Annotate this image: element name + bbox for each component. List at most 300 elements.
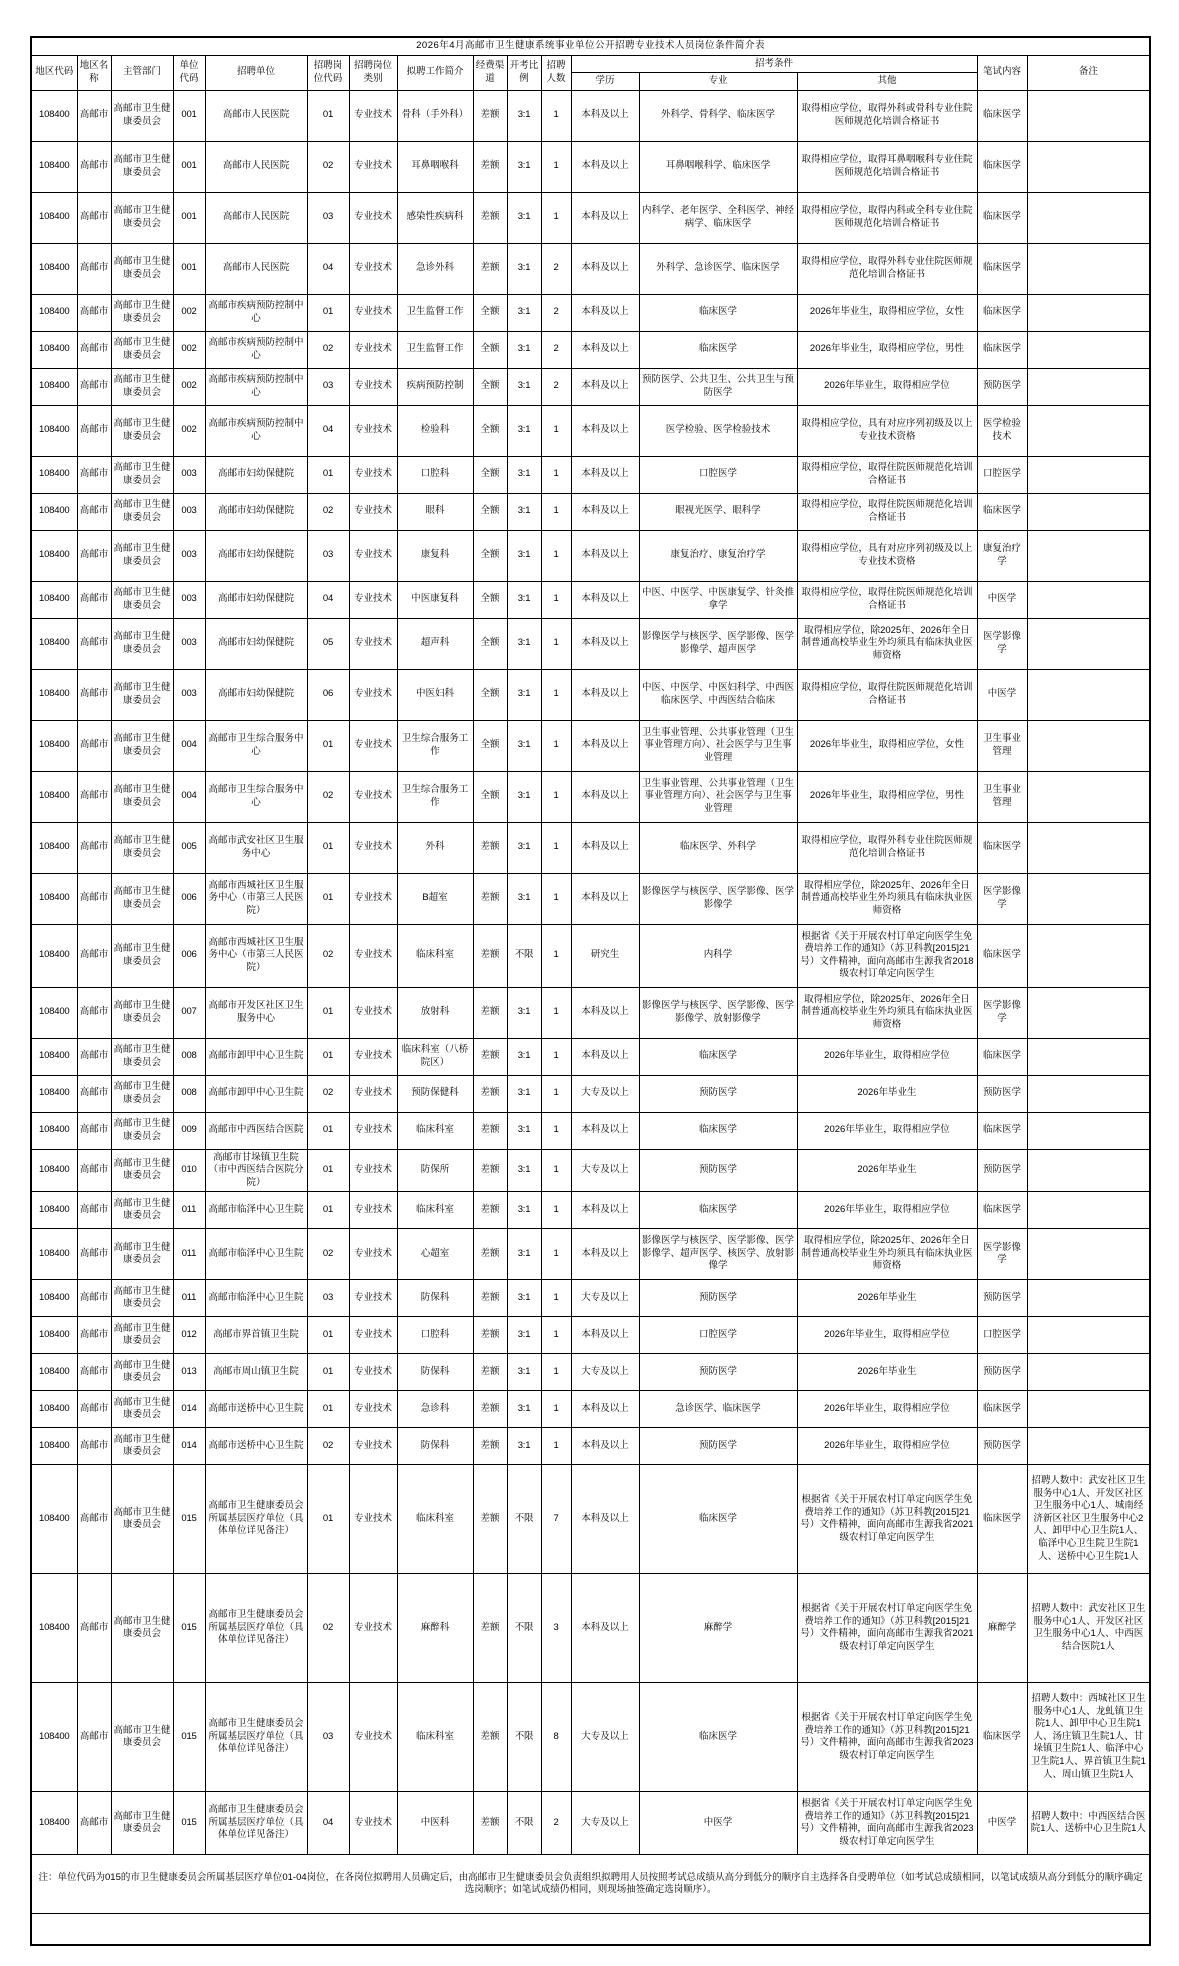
cell-recruit-unit: 高邮市开发区社区卫生服务中心: [205, 987, 307, 1038]
cell-area-name: 高邮市: [77, 1112, 111, 1149]
cell-supervisor-dept: 高邮市卫生健康委员会: [111, 1465, 173, 1574]
cell-remarks: [1027, 331, 1150, 368]
cell-area-name: 高邮市: [77, 405, 111, 456]
cell-post-code: 01: [307, 720, 349, 771]
cell-exam-ratio: 不限: [507, 1683, 541, 1792]
cell-recruit-unit: 高邮市界首镇卫生院: [205, 1317, 307, 1354]
cell-remarks: [1027, 1391, 1150, 1428]
col-header-conditions-group: 招考条件: [571, 55, 977, 73]
table-row: [31, 987, 1150, 1038]
cell-headcount: 1: [541, 1317, 571, 1354]
col-header-supervisor-dept: 主管部门: [111, 55, 173, 90]
cell-job-brief: 检验科: [397, 405, 473, 456]
cell-major: 医学检验、医学检验技术: [639, 405, 797, 456]
table-row: [31, 192, 1150, 243]
cell-unit-code: 012: [173, 1317, 205, 1354]
cell-written-exam: 临床医学: [977, 294, 1027, 331]
cell-unit-code: 015: [173, 1792, 205, 1855]
cell-exam-ratio: 3:1: [507, 530, 541, 581]
cell-written-exam: 临床医学: [977, 1192, 1027, 1229]
cell-major: 预防医学: [639, 1075, 797, 1112]
cell-written-exam: 中医学: [977, 581, 1027, 618]
cell-area-code: 108400: [31, 141, 77, 192]
cell-major: 中医、中医学、中医妇科学、中西医临床医学、中西医结合临床: [639, 669, 797, 720]
col-header-unit-code: 单位代码: [173, 55, 205, 90]
cell-headcount: 2: [541, 243, 571, 294]
cell-major: 临床医学: [639, 1038, 797, 1075]
cell-other: 取得相应学位，除2025年、2026年全日制普通高校毕业生外均须具有临床执业医师资格: [797, 873, 977, 924]
cell-post-type: 专业技术: [349, 1192, 397, 1229]
cell-area-name: 高邮市: [77, 493, 111, 530]
cell-post-type: 专业技术: [349, 1280, 397, 1317]
cell-recruit-unit: 高邮市妇幼保健院: [205, 618, 307, 669]
cell-unit-code: 010: [173, 1149, 205, 1192]
col-header-education: 学历: [571, 73, 639, 91]
cell-unit-code: 011: [173, 1192, 205, 1229]
cell-post-type: 专业技术: [349, 1317, 397, 1354]
cell-job-brief: 急诊外科: [397, 243, 473, 294]
cell-recruit-unit: 高邮市人民医院: [205, 243, 307, 294]
table-row: [31, 90, 1150, 141]
cell-unit-code: 009: [173, 1112, 205, 1149]
cell-major: 临床医学: [639, 294, 797, 331]
cell-education: 大专及以上: [571, 1683, 639, 1792]
footnote: 注：单位代码为015的市卫生健康委员会所属基层医疗单位01-04岗位，在各岗位拟聘用人员确定后，由高邮市卫生健康委员会负责组织拟聘用人员按照考试总成绩从高分到低分的顺序自主选择各自受聘单位（如考试总成绩相同，以笔试成绩从高分到低分的顺序确定选岗顺序；如笔试成绩仍相同，则现场抽签确定选岗顺序）。: [31, 1855, 1150, 1914]
table-footer: [31, 1855, 1150, 1946]
cell-post-type: 专业技术: [349, 1354, 397, 1391]
cell-job-brief: 麻醉科: [397, 1574, 473, 1683]
cell-recruit-unit: 高邮市周山镇卫生院: [205, 1354, 307, 1391]
cell-recruit-unit: 高邮市疾病预防控制中心: [205, 405, 307, 456]
cell-funding: 差额: [473, 1317, 507, 1354]
cell-other: 取得相应学位，取得住院医师规范化培训合格证书: [797, 493, 977, 530]
cell-education: 大专及以上: [571, 1280, 639, 1317]
cell-post-type: 专业技术: [349, 581, 397, 618]
cell-job-brief: 防保科: [397, 1280, 473, 1317]
cell-exam-ratio: 不限: [507, 1574, 541, 1683]
cell-funding: 差额: [473, 1192, 507, 1229]
cell-area-code: 108400: [31, 987, 77, 1038]
cell-recruit-unit: 高邮市妇幼保健院: [205, 493, 307, 530]
cell-education: 本科及以上: [571, 331, 639, 368]
cell-post-code: 01: [307, 1317, 349, 1354]
cell-area-code: 108400: [31, 456, 77, 493]
cell-area-name: 高邮市: [77, 1075, 111, 1112]
cell-education: 本科及以上: [571, 1574, 639, 1683]
cell-major: 预防医学: [639, 1149, 797, 1192]
cell-written-exam: 医学影像学: [977, 987, 1027, 1038]
cell-education: 本科及以上: [571, 873, 639, 924]
cell-recruit-unit: 高邮市妇幼保健院: [205, 669, 307, 720]
cell-unit-code: 015: [173, 1574, 205, 1683]
cell-area-code: 108400: [31, 1112, 77, 1149]
cell-post-type: 专业技术: [349, 530, 397, 581]
table-body: [31, 90, 1150, 1855]
cell-post-type: 专业技术: [349, 141, 397, 192]
cell-recruit-unit: 高邮市临泽中心卫生院: [205, 1280, 307, 1317]
cell-unit-code: 001: [173, 243, 205, 294]
cell-other: 取得相应学位，取得住院医师规范化培训合格证书: [797, 581, 977, 618]
cell-other: 2026年毕业生，取得相应学位: [797, 368, 977, 405]
recruitment-table: [30, 36, 1151, 1946]
cell-area-name: 高邮市: [77, 873, 111, 924]
col-header-area-code: 地区代码: [31, 55, 77, 90]
cell-funding: 差额: [473, 1149, 507, 1192]
cell-unit-code: 013: [173, 1354, 205, 1391]
cell-funding: 差额: [473, 1075, 507, 1112]
cell-job-brief: 中医妇科: [397, 669, 473, 720]
cell-post-code: 03: [307, 530, 349, 581]
cell-written-exam: 预防医学: [977, 1149, 1027, 1192]
cell-education: 本科及以上: [571, 493, 639, 530]
cell-remarks: [1027, 1354, 1150, 1391]
cell-post-code: 02: [307, 493, 349, 530]
cell-education: 本科及以上: [571, 1391, 639, 1428]
table-row: [31, 1428, 1150, 1465]
cell-education: 本科及以上: [571, 294, 639, 331]
cell-other: 2026年毕业生: [797, 1149, 977, 1192]
cell-area-code: 108400: [31, 1075, 77, 1112]
cell-written-exam: 康复治疗学: [977, 530, 1027, 581]
cell-area-code: 108400: [31, 1192, 77, 1229]
cell-written-exam: 临床医学: [977, 924, 1027, 987]
cell-headcount: 3: [541, 1574, 571, 1683]
cell-area-name: 高邮市: [77, 1792, 111, 1855]
cell-supervisor-dept: 高邮市卫生健康委员会: [111, 987, 173, 1038]
cell-area-code: 108400: [31, 581, 77, 618]
cell-supervisor-dept: 高邮市卫生健康委员会: [111, 771, 173, 822]
cell-unit-code: 015: [173, 1465, 205, 1574]
cell-unit-code: 006: [173, 924, 205, 987]
cell-other: 2026年毕业生，取得相应学位: [797, 1428, 977, 1465]
table-row: [31, 1075, 1150, 1112]
cell-recruit-unit: 高邮市卫生健康委员会所属基层医疗单位（具体单位详见备注）: [205, 1792, 307, 1855]
cell-funding: 差额: [473, 1112, 507, 1149]
cell-area-code: 108400: [31, 1428, 77, 1465]
col-header-recruit-unit: 招聘单位: [205, 55, 307, 90]
cell-job-brief: 卫生综合服务工作: [397, 720, 473, 771]
cell-other: 2026年毕业生，取得相应学位，男性: [797, 331, 977, 368]
cell-other: 根据省《关于开展农村订单定向医学生免费培养工作的通知》（苏卫科教[2015]21号）文件精神，面向高邮市生源我省2021级农村订单定向医学生: [797, 1465, 977, 1574]
cell-recruit-unit: 高邮市妇幼保健院: [205, 581, 307, 618]
cell-funding: 差额: [473, 873, 507, 924]
blank-tail-cell: [31, 1914, 1150, 1946]
table-row: [31, 456, 1150, 493]
cell-funding: 全额: [473, 405, 507, 456]
cell-exam-ratio: 3:1: [507, 581, 541, 618]
cell-written-exam: 预防医学: [977, 1280, 1027, 1317]
cell-area-name: 高邮市: [77, 1229, 111, 1280]
cell-post-code: 02: [307, 1428, 349, 1465]
cell-headcount: 1: [541, 669, 571, 720]
cell-post-code: 01: [307, 1391, 349, 1428]
cell-post-type: 专业技术: [349, 405, 397, 456]
cell-major: 外科学、骨科学、临床医学: [639, 90, 797, 141]
cell-exam-ratio: 3:1: [507, 331, 541, 368]
table-row: [31, 368, 1150, 405]
cell-headcount: 1: [541, 1112, 571, 1149]
cell-unit-code: 003: [173, 456, 205, 493]
cell-unit-code: 006: [173, 873, 205, 924]
cell-other: 根据省《关于开展农村订单定向医学生免费培养工作的通知》（苏卫科教[2015]21号）文件精神，面向高邮市生源我省2021级农村订单定向医学生: [797, 1574, 977, 1683]
cell-unit-code: 002: [173, 368, 205, 405]
cell-unit-code: 003: [173, 669, 205, 720]
table-row: [31, 1229, 1150, 1280]
cell-job-brief: 卫生综合服务工作: [397, 771, 473, 822]
cell-post-code: 01: [307, 294, 349, 331]
cell-written-exam: 临床医学: [977, 331, 1027, 368]
cell-funding: 差额: [473, 1280, 507, 1317]
cell-written-exam: 医学影像学: [977, 618, 1027, 669]
cell-written-exam: 临床医学: [977, 493, 1027, 530]
cell-supervisor-dept: 高邮市卫生健康委员会: [111, 873, 173, 924]
cell-area-code: 108400: [31, 720, 77, 771]
cell-major: 临床医学、外科学: [639, 822, 797, 873]
cell-area-name: 高邮市: [77, 924, 111, 987]
cell-post-code: 01: [307, 987, 349, 1038]
cell-area-name: 高邮市: [77, 331, 111, 368]
cell-other: 2026年毕业生，取得相应学位: [797, 1317, 977, 1354]
table-row: [31, 771, 1150, 822]
cell-supervisor-dept: 高邮市卫生健康委员会: [111, 192, 173, 243]
cell-recruit-unit: 高邮市卫生综合服务中心: [205, 720, 307, 771]
cell-education: 本科及以上: [571, 1112, 639, 1149]
cell-exam-ratio: 3:1: [507, 1280, 541, 1317]
cell-funding: 全额: [473, 456, 507, 493]
cell-other: 2026年毕业生: [797, 1280, 977, 1317]
cell-unit-code: 002: [173, 294, 205, 331]
cell-other: 取得相应学位，取得外科专业住院医师规范化培训合格证书: [797, 822, 977, 873]
cell-headcount: 1: [541, 771, 571, 822]
cell-headcount: 1: [541, 1038, 571, 1075]
cell-remarks: [1027, 141, 1150, 192]
cell-written-exam: 临床医学: [977, 822, 1027, 873]
cell-remarks: [1027, 669, 1150, 720]
table-row: [31, 618, 1150, 669]
cell-recruit-unit: 高邮市人民医院: [205, 141, 307, 192]
col-header-post-type: 招聘岗位类别: [349, 55, 397, 90]
cell-post-code: 03: [307, 368, 349, 405]
cell-supervisor-dept: 高邮市卫生健康委员会: [111, 1038, 173, 1075]
cell-supervisor-dept: 高邮市卫生健康委员会: [111, 141, 173, 192]
cell-headcount: 1: [541, 1192, 571, 1229]
cell-headcount: 1: [541, 1391, 571, 1428]
cell-written-exam: 医学检验技术: [977, 405, 1027, 456]
cell-exam-ratio: 3:1: [507, 405, 541, 456]
cell-post-type: 专业技术: [349, 720, 397, 771]
cell-supervisor-dept: 高邮市卫生健康委员会: [111, 1683, 173, 1792]
cell-recruit-unit: 高邮市疾病预防控制中心: [205, 368, 307, 405]
cell-area-code: 108400: [31, 669, 77, 720]
cell-exam-ratio: 3:1: [507, 1149, 541, 1192]
cell-area-code: 108400: [31, 294, 77, 331]
cell-other: 2026年毕业生，取得相应学位，女性: [797, 720, 977, 771]
cell-post-type: 专业技术: [349, 368, 397, 405]
cell-funding: 全额: [473, 581, 507, 618]
cell-post-code: 02: [307, 771, 349, 822]
cell-education: 本科及以上: [571, 1192, 639, 1229]
cell-major: 临床医学: [639, 1683, 797, 1792]
cell-unit-code: 014: [173, 1391, 205, 1428]
cell-recruit-unit: 高邮市疾病预防控制中心: [205, 331, 307, 368]
cell-written-exam: 预防医学: [977, 1075, 1027, 1112]
cell-remarks: 招聘人数中：武安社区卫生服务中心1人、开发区社区卫生服务中心1人、中西医结合医院1人: [1027, 1574, 1150, 1683]
cell-exam-ratio: 3:1: [507, 1112, 541, 1149]
cell-recruit-unit: 高邮市甘垛镇卫生院（市中西医结合医院分院）: [205, 1149, 307, 1192]
cell-major: 临床医学: [639, 1112, 797, 1149]
cell-area-name: 高邮市: [77, 1317, 111, 1354]
table-row: [31, 493, 1150, 530]
cell-remarks: [1027, 873, 1150, 924]
cell-job-brief: 中医康复科: [397, 581, 473, 618]
cell-major: 内科学、老年医学、全科医学、神经病学、临床医学: [639, 192, 797, 243]
cell-post-type: 专业技术: [349, 1112, 397, 1149]
cell-funding: 差额: [473, 1574, 507, 1683]
cell-other: 2026年毕业生: [797, 1354, 977, 1391]
cell-post-code: 05: [307, 618, 349, 669]
cell-supervisor-dept: 高邮市卫生健康委员会: [111, 1317, 173, 1354]
cell-exam-ratio: 3:1: [507, 192, 541, 243]
cell-supervisor-dept: 高邮市卫生健康委员会: [111, 331, 173, 368]
cell-area-code: 108400: [31, 1317, 77, 1354]
cell-major: 临床医学: [639, 1192, 797, 1229]
cell-area-name: 高邮市: [77, 1428, 111, 1465]
cell-job-brief: 超声科: [397, 618, 473, 669]
cell-recruit-unit: 高邮市临泽中心卫生院: [205, 1229, 307, 1280]
cell-post-type: 专业技术: [349, 294, 397, 331]
cell-headcount: 1: [541, 1428, 571, 1465]
cell-post-type: 专业技术: [349, 873, 397, 924]
cell-funding: 全额: [473, 720, 507, 771]
cell-job-brief: 疾病预防控制: [397, 368, 473, 405]
cell-area-code: 108400: [31, 1391, 77, 1428]
cell-unit-code: 014: [173, 1428, 205, 1465]
cell-headcount: 1: [541, 720, 571, 771]
cell-headcount: 1: [541, 530, 571, 581]
cell-exam-ratio: 3:1: [507, 493, 541, 530]
cell-job-brief: 外科: [397, 822, 473, 873]
cell-area-code: 108400: [31, 1683, 77, 1792]
cell-post-code: 02: [307, 924, 349, 987]
cell-education: 本科及以上: [571, 618, 639, 669]
cell-exam-ratio: 3:1: [507, 1038, 541, 1075]
cell-exam-ratio: 不限: [507, 1465, 541, 1574]
cell-job-brief: 中医科: [397, 1792, 473, 1855]
footer-blank-row: [31, 1914, 1150, 1946]
cell-job-brief: 临床科室: [397, 1192, 473, 1229]
cell-post-type: 专业技术: [349, 1391, 397, 1428]
cell-supervisor-dept: 高邮市卫生健康委员会: [111, 1149, 173, 1192]
cell-post-type: 专业技术: [349, 1683, 397, 1792]
cell-funding: 差额: [473, 1465, 507, 1574]
cell-area-name: 高邮市: [77, 1465, 111, 1574]
table-row: [31, 669, 1150, 720]
cell-area-name: 高邮市: [77, 618, 111, 669]
table-row: [31, 1192, 1150, 1229]
cell-post-code: 02: [307, 331, 349, 368]
cell-remarks: [1027, 924, 1150, 987]
cell-post-code: 01: [307, 822, 349, 873]
cell-major: 临床医学: [639, 331, 797, 368]
cell-area-code: 108400: [31, 405, 77, 456]
cell-unit-code: 004: [173, 771, 205, 822]
cell-education: 本科及以上: [571, 1038, 639, 1075]
cell-post-type: 专业技术: [349, 1075, 397, 1112]
cell-funding: 差额: [473, 192, 507, 243]
cell-post-type: 专业技术: [349, 669, 397, 720]
cell-other: 2026年毕业生，取得相应学位，男性: [797, 771, 977, 822]
cell-written-exam: 卫生事业管理: [977, 720, 1027, 771]
cell-major: 临床医学: [639, 1465, 797, 1574]
cell-area-name: 高邮市: [77, 1280, 111, 1317]
cell-funding: 差额: [473, 1354, 507, 1391]
cell-remarks: [1027, 192, 1150, 243]
cell-education: 本科及以上: [571, 368, 639, 405]
cell-exam-ratio: 3:1: [507, 294, 541, 331]
cell-remarks: [1027, 368, 1150, 405]
cell-unit-code: 002: [173, 405, 205, 456]
cell-funding: 差额: [473, 1391, 507, 1428]
cell-remarks: [1027, 987, 1150, 1038]
cell-post-code: 04: [307, 405, 349, 456]
cell-major: 卫生事业管理、公共事业管理（卫生事业管理方向）、社会医学与卫生事业管理: [639, 720, 797, 771]
cell-education: 本科及以上: [571, 669, 639, 720]
cell-written-exam: 预防医学: [977, 368, 1027, 405]
cell-written-exam: 临床医学: [977, 1112, 1027, 1149]
cell-headcount: 1: [541, 192, 571, 243]
cell-education: 大专及以上: [571, 1149, 639, 1192]
cell-funding: 差额: [473, 243, 507, 294]
cell-headcount: 1: [541, 1075, 571, 1112]
cell-area-name: 高邮市: [77, 669, 111, 720]
cell-unit-code: 001: [173, 192, 205, 243]
cell-unit-code: 003: [173, 493, 205, 530]
cell-supervisor-dept: 高邮市卫生健康委员会: [111, 720, 173, 771]
cell-post-code: 04: [307, 1792, 349, 1855]
cell-area-name: 高邮市: [77, 822, 111, 873]
cell-remarks: [1027, 1038, 1150, 1075]
cell-remarks: [1027, 822, 1150, 873]
cell-unit-code: 002: [173, 331, 205, 368]
cell-other: 2026年毕业生: [797, 1075, 977, 1112]
col-header-headcount: 招聘人数: [541, 55, 571, 90]
cell-funding: 全额: [473, 294, 507, 331]
cell-headcount: 1: [541, 493, 571, 530]
cell-area-code: 108400: [31, 1792, 77, 1855]
cell-job-brief: 骨科（手外科）: [397, 90, 473, 141]
cell-area-code: 108400: [31, 243, 77, 294]
cell-remarks: [1027, 456, 1150, 493]
cell-remarks: [1027, 530, 1150, 581]
cell-job-brief: 康复科: [397, 530, 473, 581]
cell-job-brief: 感染性疾病科: [397, 192, 473, 243]
cell-post-type: 专业技术: [349, 243, 397, 294]
cell-supervisor-dept: 高邮市卫生健康委员会: [111, 294, 173, 331]
cell-job-brief: 临床科室（八桥院区）: [397, 1038, 473, 1075]
cell-unit-code: 008: [173, 1038, 205, 1075]
cell-education: 大专及以上: [571, 1075, 639, 1112]
cell-area-name: 高邮市: [77, 141, 111, 192]
cell-unit-code: 005: [173, 822, 205, 873]
cell-recruit-unit: 高邮市临泽中心卫生院: [205, 1192, 307, 1229]
cell-funding: 差额: [473, 90, 507, 141]
cell-job-brief: 防保科: [397, 1354, 473, 1391]
cell-recruit-unit: 高邮市武安社区卫生服务中心: [205, 822, 307, 873]
cell-area-name: 高邮市: [77, 1354, 111, 1391]
cell-supervisor-dept: 高邮市卫生健康委员会: [111, 456, 173, 493]
cell-major: 预防医学、公共卫生、公共卫生与预防医学: [639, 368, 797, 405]
cell-education: 本科及以上: [571, 243, 639, 294]
